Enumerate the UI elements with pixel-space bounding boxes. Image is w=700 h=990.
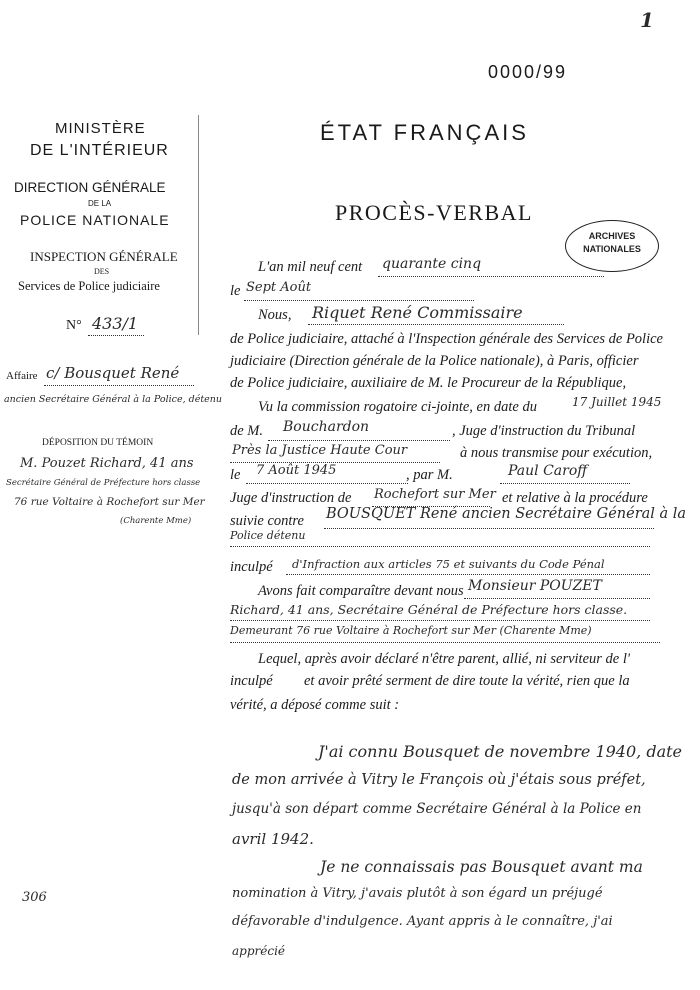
deposition-line-7: défavorable d'indulgence. Ayant appris à le connaître, j'ai: [232, 914, 613, 929]
ministry-line2: DE L'INTÉRIEUR: [30, 142, 169, 159]
line-19-print-a: inculpé: [230, 673, 273, 689]
affaire-label: Affaire: [6, 370, 38, 382]
deposition-line-5: Je ne connaissais pas Bousquet avant ma: [320, 858, 643, 876]
line-15-print: Avons fait comparaître devant nous: [258, 583, 464, 599]
stamp-line1: ARCHIVES: [588, 231, 636, 241]
document-title: ÉTAT FRANÇAIS: [320, 120, 529, 145]
inspection-line3: Services de Police judiciaire: [18, 279, 160, 293]
direction-line2: DE LA: [88, 199, 112, 208]
inspection-line1: INSPECTION GÉNÉRALE: [30, 249, 178, 264]
line-7-print: Vu la commission rogatoire ci-jointe, en date du: [258, 399, 537, 415]
line-10-print-b: , par M.: [406, 467, 453, 483]
inspection-line2: DES: [94, 267, 110, 276]
line-date-print: le: [230, 283, 241, 299]
affaire-underline: [44, 385, 194, 386]
number-label: N°: [66, 318, 82, 333]
margin-mark: 306: [22, 890, 47, 905]
line-6: de Police judiciaire, auxiliaire de M. le Procureur de la République,: [230, 375, 627, 391]
direction-line3: POLICE NATIONALE: [20, 212, 170, 228]
page-number: 1: [640, 8, 654, 32]
witness-line1: M. Pouzet Richard, 41 ans: [20, 456, 194, 471]
deposition-line-6: nomination à Vitry, j'avais plutôt à son égard un préjugé: [232, 886, 603, 901]
line-8-print-a: de M.: [230, 423, 264, 439]
line-14-hand: d'Infraction aux articles 75 et suivants du Code Pénal: [292, 557, 605, 571]
number-value: 433/1: [92, 314, 139, 333]
line-date-hand: Sept Août: [246, 280, 312, 295]
reference-number: 0000/99: [488, 62, 568, 82]
line-date-rule: [244, 300, 474, 301]
line-10-hand-b: Paul Caroff: [508, 463, 588, 479]
line-10-rule-b: [500, 483, 630, 484]
affaire-value-line1: c/ Bousquet René: [46, 364, 180, 382]
archives-stamp: [565, 220, 659, 272]
line-12-print: suivie contre: [230, 513, 304, 529]
line-9-print: à nous transmise pour exécution,: [460, 445, 653, 461]
deposition-line-8: apprécié: [232, 944, 286, 958]
line-14-print: inculpé: [230, 559, 273, 575]
direction-line1: DIRECTION GÉNÉRALE: [14, 180, 166, 195]
line-nous-rule: [308, 324, 564, 325]
line-9-hand: Près la Justice Haute Cour: [232, 443, 408, 458]
line-16-hand: Richard, 41 ans, Secrétaire Général de Préfecture hors classe.: [230, 602, 628, 617]
line-7-hand: 17 Juillet 1945: [572, 395, 662, 409]
line-8-rule: [268, 440, 450, 441]
ministry-line1: MINISTÈRE: [55, 120, 146, 137]
line-14-rule: [286, 574, 650, 575]
line-10-hand-a: 7 Août 1945: [256, 463, 337, 478]
line-nous-print: Nous,: [258, 307, 292, 323]
line-5: judiciaire (Direction générale de la Police nationale), à Paris, officier: [230, 353, 639, 369]
line-17-rule: [230, 642, 660, 643]
line-17-hand: Demeurant 76 rue Voltaire à Rochefort sur Mer (Charente Mme): [230, 624, 592, 637]
affaire-value-line2: ancien Secrétaire Général à la Police, détenu: [4, 394, 223, 405]
deposition-line-2: de mon arrivée à Vitry le François où j'étais sous préfet,: [232, 772, 646, 788]
line-12-hand: BOUSQUET René ancien Secrétaire Général à la: [326, 506, 687, 522]
deposition-line-1: J'ai connu Bousquet de novembre 1940, date: [318, 742, 683, 761]
line-4: de Police judiciaire, attaché à l'Inspection générale des Services de Police: [230, 331, 663, 347]
line-11-hand: Rochefort sur Mer: [374, 487, 496, 502]
line-10-print-a: le: [230, 467, 241, 483]
line-year-hand: quarante cinq: [382, 256, 482, 272]
witness-line4: (Charente Mme): [120, 516, 192, 526]
deposition-line-3: jusqu'à son départ comme Secrétaire Général à la Police en: [232, 801, 642, 817]
line-10-rule-a: [246, 483, 408, 484]
line-11-print-b: et relative à la procédure: [502, 490, 648, 506]
line-20: vérité, a déposé comme suit :: [230, 697, 400, 713]
line-8-hand: Bouchardon: [283, 419, 370, 435]
line-15-hand: Monsieur POUZET: [468, 578, 602, 594]
line-12-rule: [324, 528, 654, 529]
line-13-hand: Police détenu: [230, 529, 306, 542]
stamp-line2: NATIONALES: [583, 244, 641, 254]
line-16-rule: [230, 620, 650, 621]
line-19-print-b: et avoir prêté serment de dire toute la vérité, rien que la: [304, 673, 630, 689]
line-13-rule: [230, 546, 650, 547]
witness-line3: 76 rue Voltaire à Rochefort sur Mer: [14, 496, 205, 508]
witness-line2: Secrétaire Général de Préfecture hors classe: [6, 478, 201, 488]
line-15-rule: [464, 598, 650, 599]
line-18: Lequel, après avoir déclaré n'être parent, allié, ni serviteur de l': [258, 651, 630, 667]
divider: [198, 115, 199, 335]
line-nous-hand: Riquet René Commissaire: [312, 303, 523, 322]
line-year-rule: [378, 276, 604, 277]
line-year-print: L'an mil neuf cent: [258, 259, 363, 275]
line-8-print-b: , Juge d'instruction du Tribunal: [452, 423, 636, 439]
deposition-line-4: avril 1942.: [232, 830, 314, 848]
deposition-label: DÉPOSITION DU TÉMOIN: [42, 438, 154, 448]
number-underline: [88, 335, 144, 336]
line-11-print-a: Juge d'instruction de: [230, 490, 352, 506]
document-subtitle: PROCÈS-VERBAL: [335, 200, 533, 225]
